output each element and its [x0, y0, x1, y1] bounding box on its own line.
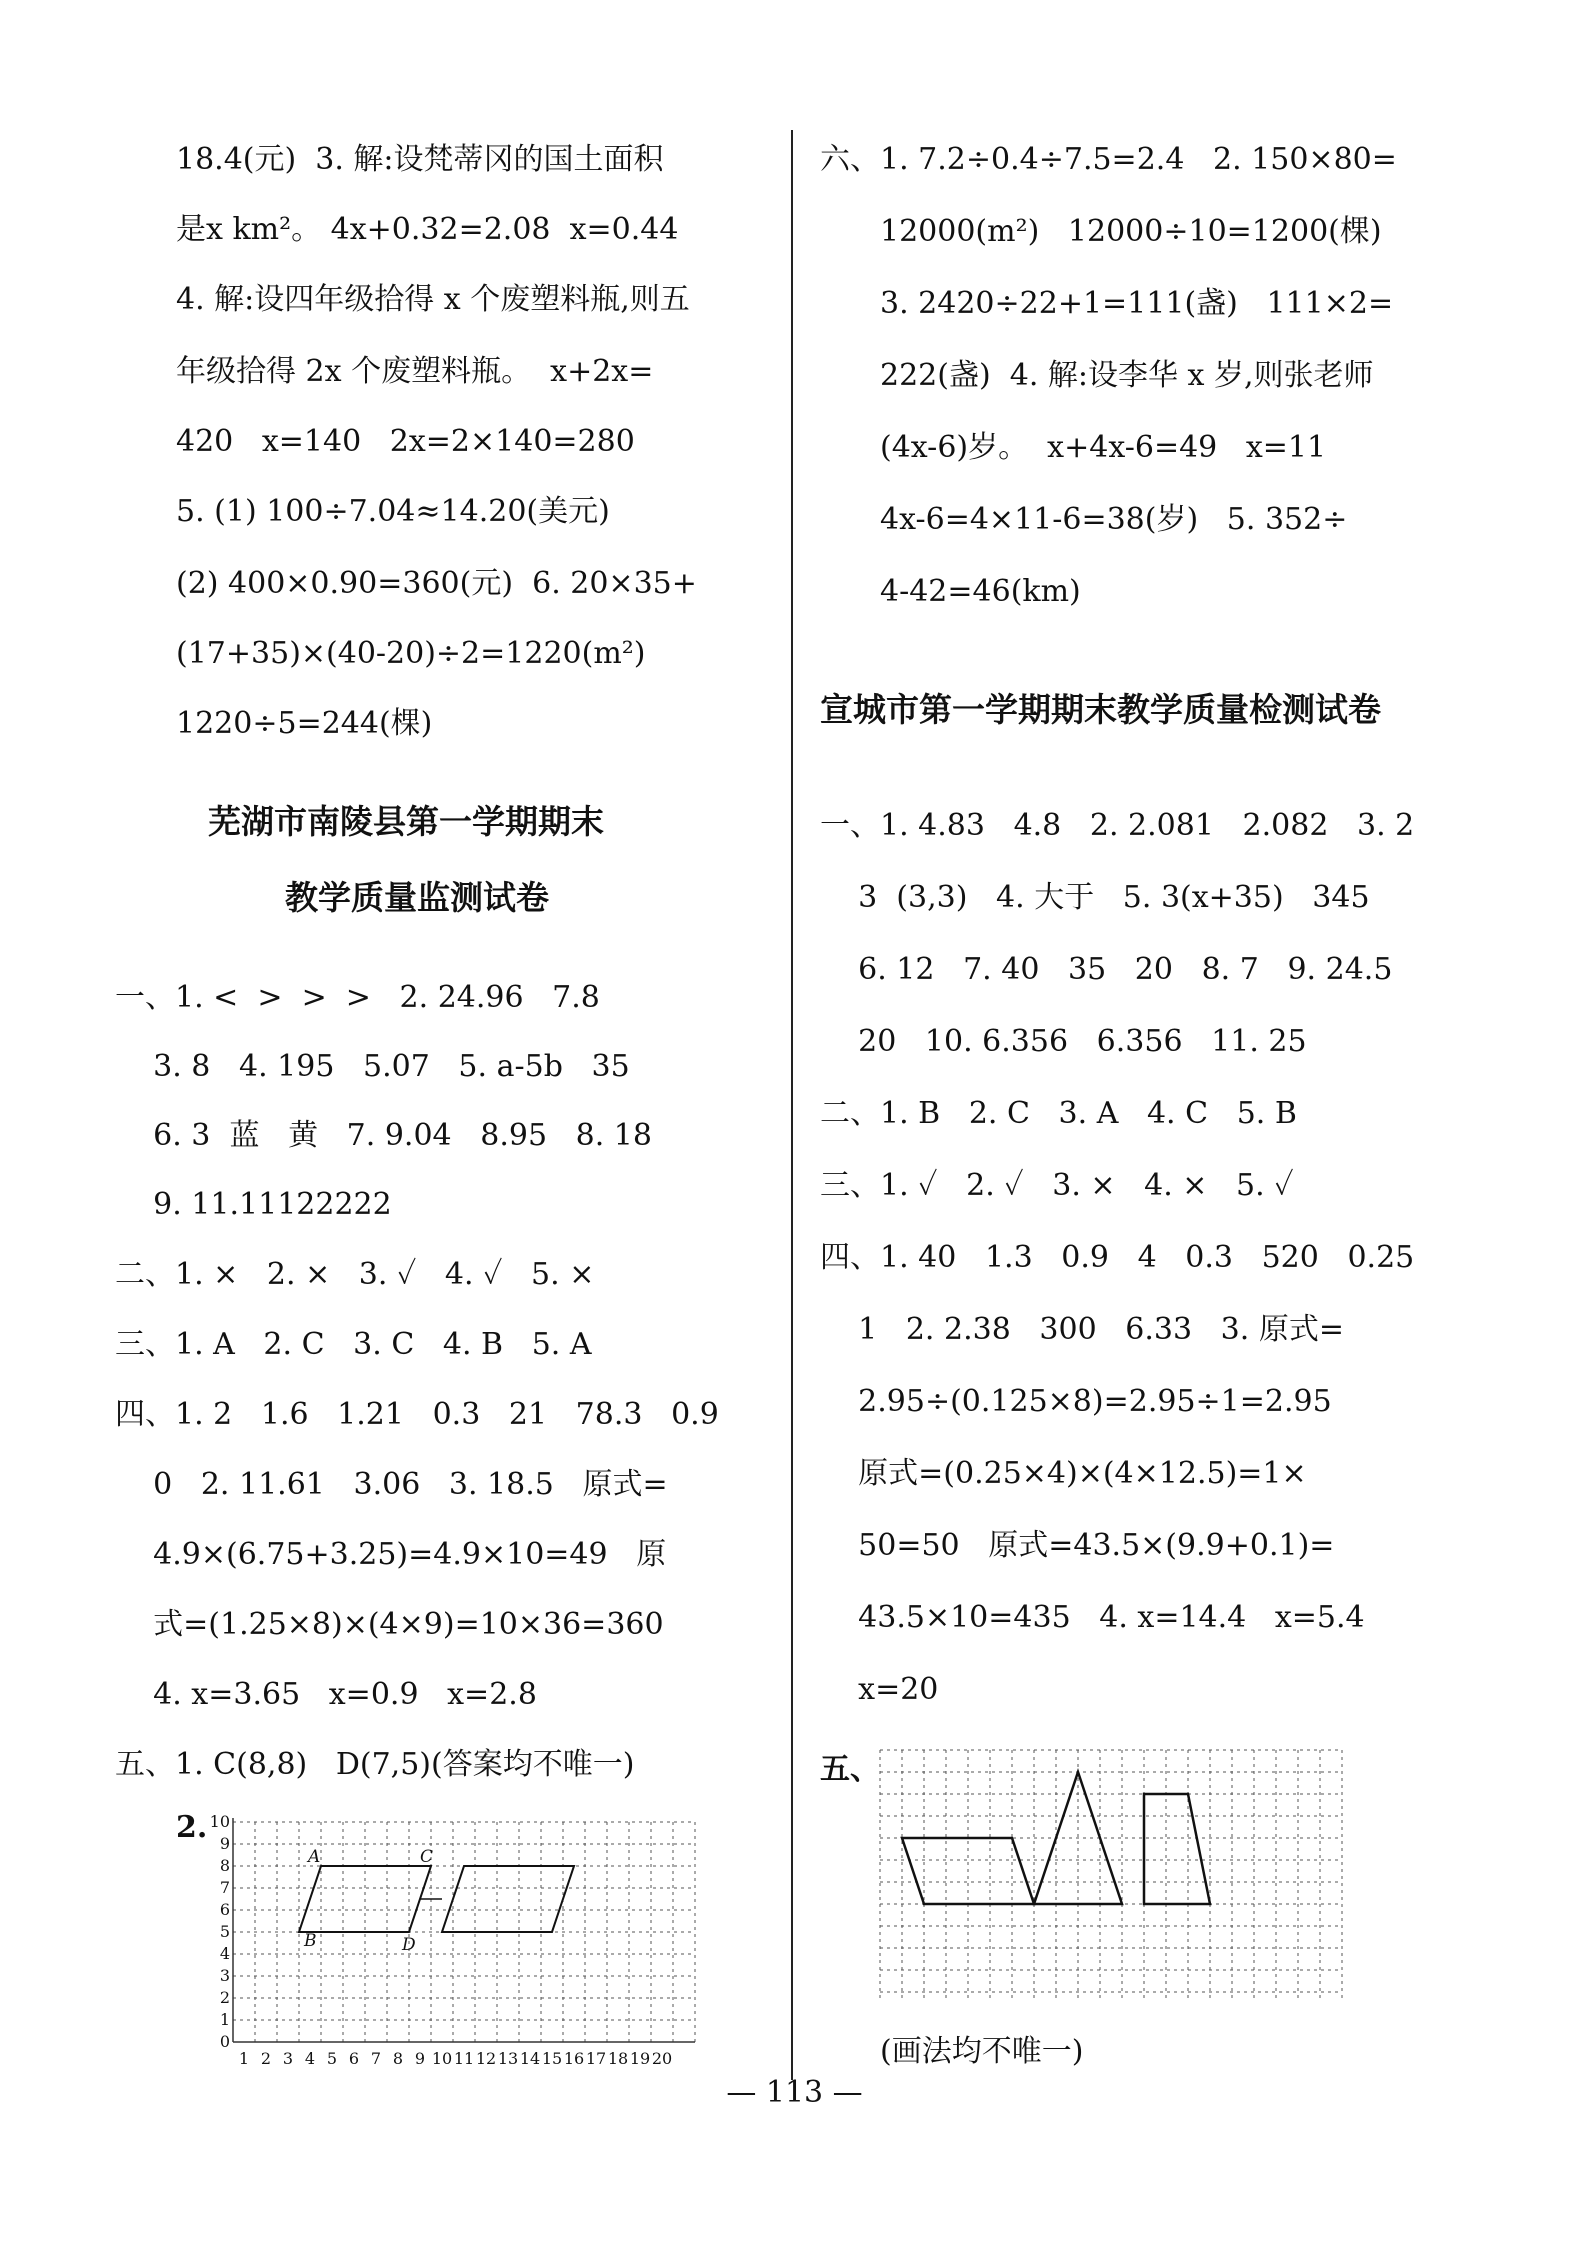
y-tick-label: 6 — [219, 1900, 230, 1919]
x-tick-label: 4 — [304, 2049, 316, 2068]
answer-line: 9. 11.11122222 — [115, 1187, 392, 1222]
x-tick-label: 2 — [260, 2049, 272, 2068]
x-tick-label: 15 — [541, 2049, 563, 2068]
answer-line: 1 2. 2.38 300 6.33 3. 原式= — [820, 1312, 1344, 1347]
y-tick-label: 8 — [219, 1856, 230, 1875]
y-tick-label: 7 — [219, 1878, 230, 1897]
x-tick-label: 19 — [629, 2049, 651, 2068]
answer-line: 式=(1.25×8)×(4×9)=10×36=360 — [115, 1607, 664, 1642]
answer-line: 20 10. 6.356 6.356 11. 25 — [820, 1024, 1307, 1059]
answer-line: 50=50 原式=43.5×(9.9+0.1)= — [820, 1528, 1335, 1563]
text-line: 222(盏) 4. 解:设李华 x 岁,则张老师 — [880, 358, 1374, 393]
answer-line: 6. 3 蓝 黄 7. 9.04 8.95 8. 18 — [115, 1118, 652, 1153]
x-tick-label: 7 — [370, 2049, 382, 2068]
section-heading: 教学质量监测试卷 — [285, 878, 549, 917]
section-heading: 芜湖市南陵县第一学期期末 — [208, 802, 604, 841]
x-tick-label: 8 — [392, 2049, 404, 2068]
y-tick-label: 4 — [219, 1944, 230, 1963]
x-tick-label: 18 — [607, 2049, 629, 2068]
text-line: (17+35)×(40-20)÷2=1220(m²) — [176, 636, 646, 671]
trapezoid-shape — [1144, 1794, 1210, 1904]
answer-line: 6. 12 7. 40 35 20 8. 7 9. 24.5 — [820, 952, 1393, 987]
answer-line: 2.95÷(0.125×8)=2.95÷1=2.95 — [820, 1384, 1332, 1419]
coordinate-grid-figure — [209, 1810, 740, 2080]
point-label-d: D — [402, 1935, 416, 1955]
point-label-c: C — [420, 1847, 434, 1867]
answer-line: 三、1. ✓ 2. ✓ 3. × 4. × 5. ✓ — [820, 1168, 1294, 1203]
text-line: 1220÷5=244(棵) — [176, 706, 433, 741]
text-line: 18.4(元) 3. 解:设梵蒂冈的国土面积 — [176, 142, 664, 177]
text-line: (4x-6)岁。 x+4x-6=49 x=11 — [880, 430, 1327, 465]
point-label-b: B — [304, 1931, 317, 1951]
text-line: 4x-6=4×11-6=38(岁) 5. 352÷ — [880, 502, 1348, 537]
note-text: (画法均不唯一) — [880, 2034, 1084, 2069]
point-label-a: A — [308, 1847, 321, 1867]
column-divider — [791, 130, 793, 2080]
page-number: — 113 — — [726, 2075, 863, 2110]
answer-line: 43.5×10=435 4. x=14.4 x=5.4 — [820, 1600, 1365, 1635]
text-line: 4-42=46(km) — [880, 574, 1081, 609]
answer-line: 3 (3,3) 4. 大于 5. 3(x+35) 345 — [820, 880, 1370, 915]
answer-line: 3. 8 4. 195 5.07 5. a-5b 35 — [115, 1049, 630, 1084]
y-tick-label: 3 — [219, 1966, 230, 1985]
answer-line: 二、1. × 2. × 3. ✓ 4. ✓ 5. × — [115, 1257, 595, 1292]
figure-label: 2. — [176, 1810, 208, 1845]
answer-line: 一、1. < > > > 2. 24.96 7.8 — [115, 980, 600, 1015]
x-tick-label: 6 — [348, 2049, 360, 2068]
x-tick-label: 10 — [431, 2049, 453, 2068]
y-tick-label: 9 — [219, 1834, 230, 1853]
figure-label: 五、 — [820, 1752, 880, 1787]
text-line: 420 x=140 2x=2×140=280 — [176, 424, 635, 459]
text-line: (2) 400×0.90=360(元) 6. 20×35+ — [176, 566, 697, 601]
answer-line: x=20 — [820, 1672, 939, 1707]
answer-line: 4.9×(6.75+3.25)=4.9×10=49 原 — [115, 1537, 667, 1572]
text-line: 12000(m²) 12000÷10=1200(棵) — [880, 214, 1382, 249]
answer-line: 原式=(0.25×4)×(4×12.5)=1× — [820, 1456, 1307, 1491]
y-tick-label: 5 — [219, 1922, 230, 1941]
answer-line: 一、1. 4.83 4.8 2. 2.081 2.082 3. 2 — [820, 808, 1415, 843]
answer-line: 四、1. 2 1.6 1.21 0.3 21 78.3 0.9 — [115, 1397, 719, 1432]
y-tick-label: 10 — [209, 1812, 230, 1831]
x-tick-label: 12 — [475, 2049, 497, 2068]
x-tick-label: 11 — [453, 2049, 475, 2068]
x-tick-label: 16 — [563, 2049, 585, 2068]
drawing-grid-figure — [880, 1748, 1360, 2008]
x-tick-label: 20 — [651, 2049, 673, 2068]
answer-line: 二、1. B 2. C 3. A 4. C 5. B — [820, 1096, 1297, 1131]
answer-line: 0 2. 11.61 3.06 3. 18.5 原式= — [115, 1467, 668, 1502]
answer-line: 四、1. 40 1.3 0.9 4 0.3 520 0.25 — [820, 1240, 1415, 1275]
x-tick-label: 13 — [497, 2049, 519, 2068]
parallelogram-translated — [442, 1866, 574, 1932]
x-tick-label: 5 — [326, 2049, 338, 2068]
x-tick-label: 17 — [585, 2049, 607, 2068]
x-tick-label: 1 — [238, 2049, 250, 2068]
text-line: 六、1. 7.2÷0.4÷7.5=2.4 2. 150×80= — [820, 142, 1397, 177]
x-tick-label: 14 — [519, 2049, 541, 2068]
x-tick-label: 9 — [414, 2049, 426, 2068]
y-tick-label: 2 — [219, 1988, 230, 2007]
text-line: 4. 解:设四年级拾得 x 个废塑料瓶,则五 — [176, 282, 690, 317]
answer-line: 4. x=3.65 x=0.9 x=2.8 — [115, 1677, 537, 1712]
y-tick-label: 1 — [219, 2010, 230, 2029]
y-tick-label: 0 — [219, 2032, 230, 2051]
text-line: 5. (1) 100÷7.04≈14.20(美元) — [176, 494, 610, 529]
answer-line: 三、1. A 2. C 3. C 4. B 5. A — [115, 1327, 592, 1362]
text-line: 3. 2420÷22+1=111(盏) 111×2= — [880, 286, 1394, 321]
x-tick-label: 3 — [282, 2049, 294, 2068]
text-line: 是x km²。 4x+0.32=2.08 x=0.44 — [176, 212, 679, 247]
answer-line: 五、1. C(8,8) D(7,5)(答案均不唯一) — [115, 1747, 635, 1782]
section-heading: 宣城市第一学期期末教学质量检测试卷 — [820, 690, 1381, 729]
text-line: 年级拾得 2x 个废塑料瓶。 x+2x= — [176, 354, 654, 389]
